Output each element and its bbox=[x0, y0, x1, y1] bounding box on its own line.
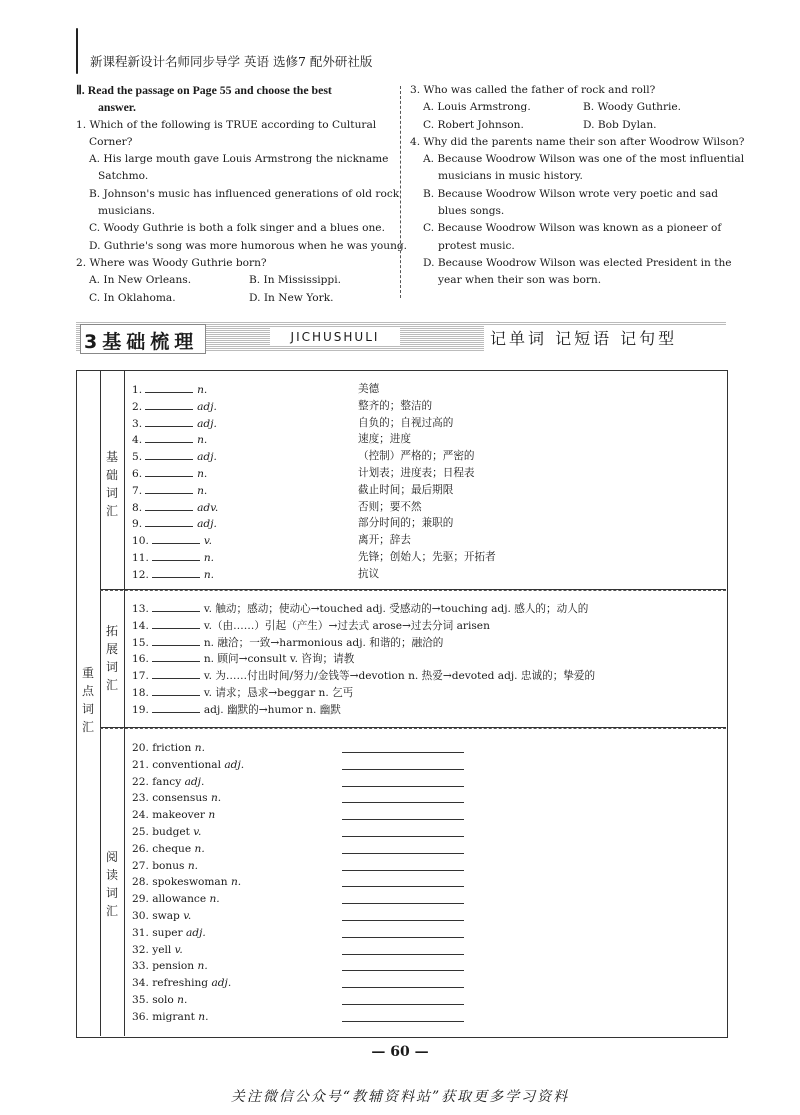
part-of-speech: n. bbox=[197, 384, 208, 396]
extended-vocab-row bbox=[132, 684, 722, 701]
item-number: 8. bbox=[132, 501, 143, 514]
item-number: 11. bbox=[132, 551, 149, 564]
q1-stem: 1. Which of the following is TRUE according to Cultural bbox=[76, 118, 377, 131]
reading-vocab-row bbox=[132, 807, 722, 824]
item-number: 4. bbox=[132, 434, 143, 447]
answer-blank[interactable] bbox=[145, 482, 193, 494]
item-number: 36. bbox=[132, 1010, 153, 1023]
basic-label: 基础词汇 bbox=[105, 450, 118, 518]
extended-vocab-row bbox=[132, 701, 722, 718]
item-number: 22. bbox=[132, 775, 153, 788]
banner-pinyin: JICHUSHULI bbox=[270, 328, 400, 346]
item-number: 7. bbox=[132, 484, 143, 497]
part-of-speech: adj. bbox=[185, 926, 206, 939]
extended-vocab-row bbox=[132, 600, 722, 617]
item-number: 29. bbox=[132, 893, 153, 906]
basic-vocab-row bbox=[132, 465, 722, 482]
chinese-meaning: 部分时间的；兼职的 bbox=[358, 517, 454, 530]
item-number: 2. bbox=[132, 400, 143, 413]
q4-option-c[interactable]: C. Because Woodrow Wilson was known as a pioneer of bbox=[423, 222, 722, 235]
item-number: 1. bbox=[132, 384, 143, 396]
basic-vocab-row bbox=[132, 515, 722, 532]
item-number: 26. bbox=[132, 842, 153, 855]
part-of-speech: n. bbox=[209, 893, 220, 906]
reading-vocab-row bbox=[132, 975, 722, 992]
q3-option-d[interactable]: D. Bob Dylan. bbox=[583, 118, 657, 131]
page-header-title: 新课程新设计名师同步导学 英语 选修7 配外研社版 bbox=[90, 54, 373, 69]
q4-option-d[interactable]: D. Because Woodrow Wilson was elected President in the bbox=[423, 256, 732, 269]
item-number: 23. bbox=[132, 792, 153, 805]
vocab-word: yell bbox=[152, 943, 175, 956]
vocab-word: refreshing bbox=[152, 977, 212, 990]
item-number: 28. bbox=[132, 876, 153, 889]
reading-vocab-row bbox=[132, 824, 722, 841]
chinese-meaning: 先锋；创始人；先驱；开拓者 bbox=[358, 550, 496, 563]
q1-option-b[interactable]: B. Johnson's music has influenced generations of old rock bbox=[89, 187, 400, 200]
part-of-speech: n. bbox=[203, 551, 215, 564]
chinese-meaning: 速度；进度 bbox=[358, 433, 411, 446]
q1-option-d[interactable]: D. Guthrie's song was more humorous when he was young. bbox=[89, 239, 408, 252]
q3-option-b[interactable]: B. Woody Guthrie. bbox=[583, 101, 682, 114]
item-number: 20. bbox=[132, 742, 153, 754]
answer-blank[interactable] bbox=[152, 532, 200, 544]
q3-option-a[interactable]: A. Louis Armstrong. bbox=[423, 101, 531, 114]
answer-line[interactable] bbox=[342, 836, 464, 837]
extended-vocab-row bbox=[132, 650, 722, 667]
item-number: 6. bbox=[132, 467, 143, 480]
part-of-speech: adj. bbox=[184, 775, 205, 788]
answer-blank[interactable] bbox=[152, 617, 200, 629]
answer-blank[interactable] bbox=[145, 431, 193, 443]
reading-vocab-row bbox=[132, 740, 722, 757]
part-of-speech: n. bbox=[194, 742, 205, 754]
answer-line[interactable] bbox=[342, 819, 464, 820]
word-family-note: v. 触动；感动；使动心→touched adj. 受感动的→touching adj. 感人的；动人的 bbox=[203, 603, 589, 615]
answer-blank[interactable] bbox=[145, 398, 193, 410]
ext-label: 拓展词汇 bbox=[105, 624, 118, 692]
chinese-meaning: 离开；辞去 bbox=[358, 534, 411, 547]
word-family-note: n. 融洽；一致→harmonious adj. 和谐的；融洽的 bbox=[203, 636, 444, 649]
reading-vocab-row bbox=[132, 841, 722, 858]
answer-blank[interactable] bbox=[145, 381, 193, 393]
answer-blank[interactable] bbox=[145, 415, 193, 427]
item-number: 21. bbox=[132, 758, 153, 771]
section-title: Ⅱ. Read the passage on Page 55 and choose the best bbox=[76, 83, 332, 97]
reading-vocab-row bbox=[132, 891, 722, 908]
reading-vocab-row bbox=[132, 790, 722, 807]
banner-title-text: 基础梳理 bbox=[102, 331, 199, 353]
q4-option-b-cont: blues songs. bbox=[438, 205, 505, 218]
item-number: 30. bbox=[132, 909, 153, 922]
item-number: 16. bbox=[132, 653, 149, 666]
banner-subtitle: 记单词 记短语 记句型 bbox=[484, 326, 726, 352]
part-of-speech: adj. bbox=[197, 518, 217, 531]
item-number: 33. bbox=[132, 960, 153, 973]
answer-blank[interactable] bbox=[152, 566, 200, 578]
part-of-speech: n. bbox=[187, 859, 199, 872]
chinese-meaning: 整齐的；整洁的 bbox=[358, 399, 433, 412]
answer-line[interactable] bbox=[342, 903, 464, 904]
part-of-speech: adj. bbox=[211, 977, 232, 990]
vocab-word: conventional bbox=[152, 758, 225, 771]
answer-line[interactable] bbox=[342, 1021, 464, 1022]
answer-blank[interactable] bbox=[152, 684, 200, 696]
reading-vocab-row bbox=[132, 774, 722, 791]
basic-vocab-list bbox=[132, 381, 722, 583]
basic-vocab-row bbox=[132, 482, 722, 499]
word-family-note: adj. 幽默的→humor n. 幽默 bbox=[203, 703, 341, 716]
basic-vocab-row bbox=[132, 398, 722, 415]
reading-vocab-row bbox=[132, 1009, 722, 1026]
part-of-speech: adj. bbox=[197, 417, 217, 430]
answer-line[interactable] bbox=[342, 954, 464, 955]
q4-option-a[interactable]: A. Because Woodrow Wilson was one of the most influential bbox=[423, 153, 745, 166]
answer-blank[interactable] bbox=[152, 600, 200, 612]
item-number: 18. bbox=[132, 686, 149, 699]
part-of-speech: n bbox=[208, 809, 216, 822]
item-number: 17. bbox=[132, 670, 149, 683]
answer-line[interactable] bbox=[342, 920, 464, 921]
reading-vocab-row bbox=[132, 757, 722, 774]
item-number: 9. bbox=[132, 518, 143, 531]
reading-left-column bbox=[76, 82, 408, 307]
item-number: 35. bbox=[132, 993, 153, 1006]
q1-option-a-cont: Satchmo. bbox=[98, 170, 149, 183]
reading-vocab-row bbox=[132, 908, 722, 925]
q4-option-c-cont: protest music. bbox=[438, 239, 515, 252]
basic-vocab-row bbox=[132, 499, 722, 516]
part-of-speech: n. bbox=[194, 842, 205, 855]
answer-blank[interactable] bbox=[145, 515, 193, 527]
extended-vocab-row bbox=[132, 634, 722, 651]
part-of-speech: n. bbox=[197, 484, 208, 497]
vocab-word: makeover bbox=[152, 809, 209, 822]
reading-vocab-row bbox=[132, 942, 722, 959]
vocab-word: swap bbox=[152, 909, 184, 922]
extended-vocab-row bbox=[132, 617, 722, 634]
word-family-note: n. 顾问→consult v. 咨询；请教 bbox=[203, 653, 355, 666]
q3-stem: 3. Who was called the father of rock and roll? bbox=[410, 84, 656, 96]
q4-option-a-cont: musicians in music history. bbox=[438, 170, 583, 183]
item-number: 13. bbox=[132, 603, 149, 615]
basic-vocab-row bbox=[132, 415, 722, 432]
inner-label-divider bbox=[124, 370, 125, 1036]
reading-vocab-row bbox=[132, 925, 722, 942]
vocab-word: spokeswoman bbox=[152, 876, 231, 889]
part-of-speech: n. bbox=[203, 568, 215, 581]
answer-line[interactable] bbox=[342, 970, 464, 971]
item-number: 27. bbox=[132, 859, 153, 872]
vocab-word: cheque bbox=[152, 842, 195, 855]
q2-option-c[interactable]: C. In Oklahoma. bbox=[89, 291, 176, 304]
basic-vocab-row bbox=[132, 566, 722, 583]
basic-vocab-row bbox=[132, 549, 722, 566]
word-family-note: v. 请求；恳求→beggar n. 乞丐 bbox=[203, 686, 354, 699]
q1-option-a[interactable]: A. His large mouth gave Louis Armstrong the nickname bbox=[89, 153, 389, 166]
part-of-speech: v. bbox=[203, 535, 212, 548]
reading-vocab-row bbox=[132, 874, 722, 891]
extended-vocab-row bbox=[132, 667, 722, 684]
answer-blank[interactable] bbox=[152, 667, 200, 679]
answer-blank[interactable] bbox=[145, 448, 193, 460]
vocab-word: consensus bbox=[152, 792, 211, 805]
part-of-speech: adv. bbox=[197, 501, 219, 514]
answer-line[interactable] bbox=[342, 769, 464, 770]
chinese-meaning: （控制）严格的；严密的 bbox=[358, 450, 475, 463]
word-family-note: v. 为……付出时间/努力/金钱等→devotion n. 热爱→devoted adj. 忠诚的；挚爱的 bbox=[203, 670, 596, 683]
part-of-speech: n. bbox=[230, 876, 242, 889]
answer-line[interactable] bbox=[342, 853, 464, 854]
vocab-word: migrant bbox=[152, 1010, 199, 1023]
answer-blank[interactable] bbox=[152, 701, 200, 713]
item-number: 10. bbox=[132, 535, 149, 548]
read-label: 阅读词汇 bbox=[105, 850, 118, 918]
part-of-speech: adj. bbox=[197, 451, 217, 464]
extended-vocab-list bbox=[132, 600, 722, 718]
separator-solid-2 bbox=[100, 727, 726, 728]
basic-vocab-row bbox=[132, 431, 722, 448]
chinese-meaning: 自负的；自视过高的 bbox=[358, 416, 454, 429]
part-of-speech: v. bbox=[174, 943, 183, 956]
item-number: 31. bbox=[132, 926, 153, 939]
vocab-word: super bbox=[152, 926, 186, 939]
part-of-speech: n. bbox=[197, 434, 208, 447]
vocab-word: pension bbox=[152, 960, 198, 973]
outer-label: 重点词汇 bbox=[81, 666, 94, 734]
q1-option-c[interactable]: C. Woody Guthrie is both a folk singer and a blues one. bbox=[89, 222, 385, 235]
answer-line[interactable] bbox=[342, 886, 464, 887]
part-of-speech: n. bbox=[210, 792, 222, 805]
answer-blank[interactable] bbox=[145, 499, 193, 511]
basic-vocab-row bbox=[132, 532, 722, 549]
outer-label-divider bbox=[100, 370, 101, 1036]
item-number: 12. bbox=[132, 568, 149, 581]
reading-right-column bbox=[410, 82, 745, 290]
vocab-word: friction bbox=[152, 742, 195, 754]
part-of-speech: n. bbox=[198, 1010, 209, 1023]
basic-vocab-row bbox=[132, 448, 722, 465]
item-number: 32. bbox=[132, 943, 153, 956]
chinese-meaning: 计划表；进度表；日程表 bbox=[358, 466, 475, 479]
q4-stem: 4. Why did the parents name their son after Woodrow Wilson? bbox=[410, 135, 745, 148]
chinese-meaning: 否则；要不然 bbox=[358, 500, 422, 513]
answer-blank[interactable] bbox=[152, 634, 200, 646]
item-number: 3. bbox=[132, 417, 143, 430]
q4-option-d-cont: year when their son was born. bbox=[438, 274, 602, 287]
separator-basic-ext bbox=[100, 590, 726, 591]
page-number: — 60 — bbox=[371, 1044, 429, 1060]
part-of-speech: n. bbox=[177, 993, 188, 1006]
footer-note: 关注微信公众号“教辅资料站”获取更多学习资料 bbox=[230, 1089, 570, 1105]
reading-vocab-row bbox=[132, 958, 722, 975]
answer-line[interactable] bbox=[342, 786, 464, 787]
answer-blank[interactable] bbox=[152, 650, 200, 662]
answer-blank[interactable] bbox=[152, 549, 200, 561]
answer-line[interactable] bbox=[342, 987, 464, 988]
separator-ext-read bbox=[100, 728, 726, 729]
vocab-word: fancy bbox=[152, 775, 185, 788]
q1-stem-cont: Corner? bbox=[89, 135, 133, 148]
item-number: 14. bbox=[132, 619, 149, 632]
answer-line[interactable] bbox=[342, 802, 464, 803]
item-number: 34. bbox=[132, 977, 153, 990]
reading-vocab-row bbox=[132, 858, 722, 875]
item-number: 25. bbox=[132, 825, 153, 838]
chinese-meaning: 截止时间；最后期限 bbox=[358, 483, 454, 496]
answer-blank[interactable] bbox=[145, 465, 193, 477]
q2-option-d[interactable]: D. In New York. bbox=[249, 291, 334, 304]
header-bracket bbox=[76, 28, 78, 74]
part-of-speech: adj. bbox=[197, 400, 217, 413]
vocab-word: solo bbox=[152, 993, 178, 1006]
item-number: 19. bbox=[132, 703, 149, 716]
item-number: 24. bbox=[132, 809, 153, 822]
part-of-speech: n. bbox=[197, 467, 208, 480]
q2-option-a[interactable]: A. In New Orleans. bbox=[89, 274, 192, 287]
column-divider bbox=[400, 86, 401, 298]
vocab-word: allowance bbox=[152, 893, 210, 906]
q3-option-c[interactable]: C. Robert Johnson. bbox=[423, 118, 524, 131]
reading-vocab-row bbox=[132, 992, 722, 1009]
item-number: 15. bbox=[132, 636, 149, 649]
q1-option-b-cont: musicians. bbox=[98, 205, 155, 218]
answer-line[interactable] bbox=[342, 1004, 464, 1005]
answer-line[interactable] bbox=[342, 937, 464, 938]
section-title-cont: answer. bbox=[98, 100, 136, 115]
q2-option-b[interactable]: B. In Mississippi. bbox=[249, 274, 341, 287]
answer-line[interactable] bbox=[342, 752, 464, 753]
part-of-speech: adj. bbox=[224, 758, 245, 771]
chinese-meaning: 抗议 bbox=[358, 567, 380, 580]
item-number: 5. bbox=[132, 451, 143, 464]
word-family-note: v.（由……）引起（产生）→过去式 arose→过去分词 arisen bbox=[203, 619, 490, 632]
reading-vocab-list bbox=[132, 740, 722, 1026]
banner-number: 3 bbox=[84, 331, 103, 353]
banner-title bbox=[84, 327, 198, 354]
answer-line[interactable] bbox=[342, 870, 464, 871]
vocab-word: bonus bbox=[152, 859, 188, 872]
part-of-speech: v. bbox=[183, 909, 192, 922]
part-of-speech: n. bbox=[197, 960, 208, 973]
separator-solid-1 bbox=[100, 589, 726, 590]
q4-option-b[interactable]: B. Because Woodrow Wilson wrote very poetic and sad bbox=[423, 187, 719, 200]
q2-stem: 2. Where was Woody Guthrie born? bbox=[76, 256, 267, 269]
part-of-speech: v. bbox=[193, 825, 202, 838]
chinese-meaning: 美德 bbox=[358, 383, 380, 395]
basic-vocab-row bbox=[132, 381, 722, 398]
vocab-word: budget bbox=[152, 825, 194, 838]
